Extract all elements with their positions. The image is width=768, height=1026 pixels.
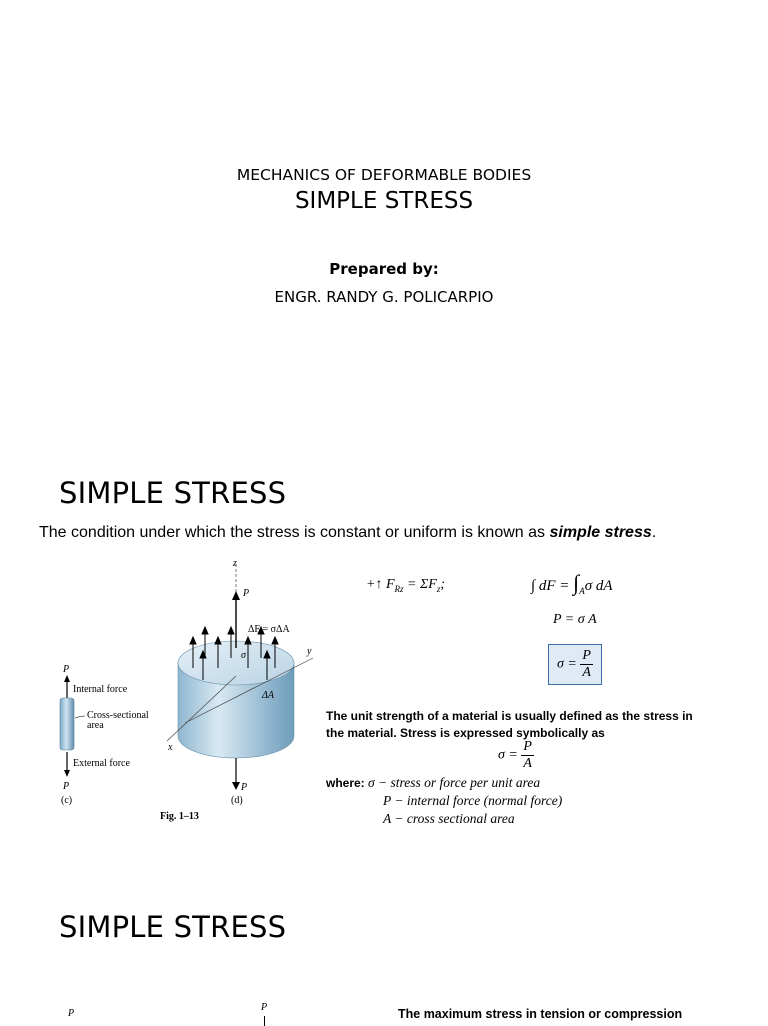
definition-suffix: .: [651, 524, 657, 541]
slide-heading-2: SIMPLE STRESS: [59, 910, 287, 944]
definition-text: [39, 524, 656, 542]
integral-equation: ∫ dF = $\int_A\sigma$ dA: [531, 570, 613, 596]
figure-label-d: (d): [231, 795, 243, 806]
p-label-left: P: [68, 1008, 75, 1019]
sigma-label: σ: [241, 650, 246, 661]
stress-figure: [55, 558, 330, 828]
p-equals-sigma-a: P = σ A: [553, 612, 597, 627]
equilibrium-equation: +↑ $F_{Rz} = \Sigma F_z$;: [366, 577, 446, 594]
title-slide: [0, 0, 768, 440]
max-stress-text: The maximum stress in tension or compression: [398, 1007, 683, 1021]
rod-diagram: [60, 664, 149, 806]
p-label-right: P: [261, 1002, 268, 1013]
definition-paragraph: [326, 708, 693, 742]
axis-z-label: z: [233, 558, 237, 569]
simple-stress-slide-2: [0, 870, 768, 1024]
figure-caption: Fig. 1–13: [160, 811, 199, 822]
area-label: area: [87, 720, 104, 731]
axis-y-label: y: [307, 646, 312, 657]
definition-prefix: The condition under which the stress is constant or uniform is known as: [39, 524, 550, 541]
axis-x-label: x: [168, 742, 173, 753]
stress-formula: σ = $\frac{P}{A}$: [498, 739, 532, 771]
where-item-sigma: σ − stress or force per unit area: [368, 775, 541, 790]
definition-emphasis: simple stress: [549, 524, 652, 541]
where-label: where:: [326, 776, 369, 790]
paragraph-line-2: the material. Stress is expressed symbolically as: [326, 726, 605, 740]
delta-f-label: ΔF = σΔA: [248, 624, 290, 635]
p-label-bottom-c: P: [63, 781, 70, 792]
delta-a-label: ΔA: [262, 690, 274, 701]
slide-heading: SIMPLE STRESS: [59, 476, 287, 510]
cylinder-diagram: [167, 558, 313, 806]
figure-label-c: (c): [61, 795, 73, 806]
paragraph-line-1: The unit strength of a material is usually defined as the stress in: [326, 709, 693, 723]
internal-force-label: Internal force: [73, 684, 128, 695]
slide-title: SIMPLE STRESS: [294, 188, 474, 214]
p-label-top-d: P: [243, 588, 250, 599]
where-item-p: P − internal force (normal force): [383, 793, 563, 808]
author-name: ENGR. RANDY G. POLICARPIO: [274, 288, 494, 306]
cross-section-label: Cross-sectional: [87, 710, 149, 721]
where-block: [326, 774, 562, 827]
external-force-label: External force: [73, 758, 130, 769]
simple-stress-slide: [0, 440, 768, 870]
p-label-bottom-d: P: [241, 782, 248, 793]
where-item-a: A − cross sectional area: [383, 810, 515, 826]
force-arrow-stub: [264, 1016, 265, 1026]
p-label-top-c: P: [63, 664, 70, 675]
boxed-stress-formula: σ = $\frac{P}{A}$: [548, 644, 602, 685]
course-subtitle: MECHANICS OF DEFORMABLE BODIES: [236, 166, 532, 184]
prepared-by-label: Prepared by:: [329, 260, 439, 278]
